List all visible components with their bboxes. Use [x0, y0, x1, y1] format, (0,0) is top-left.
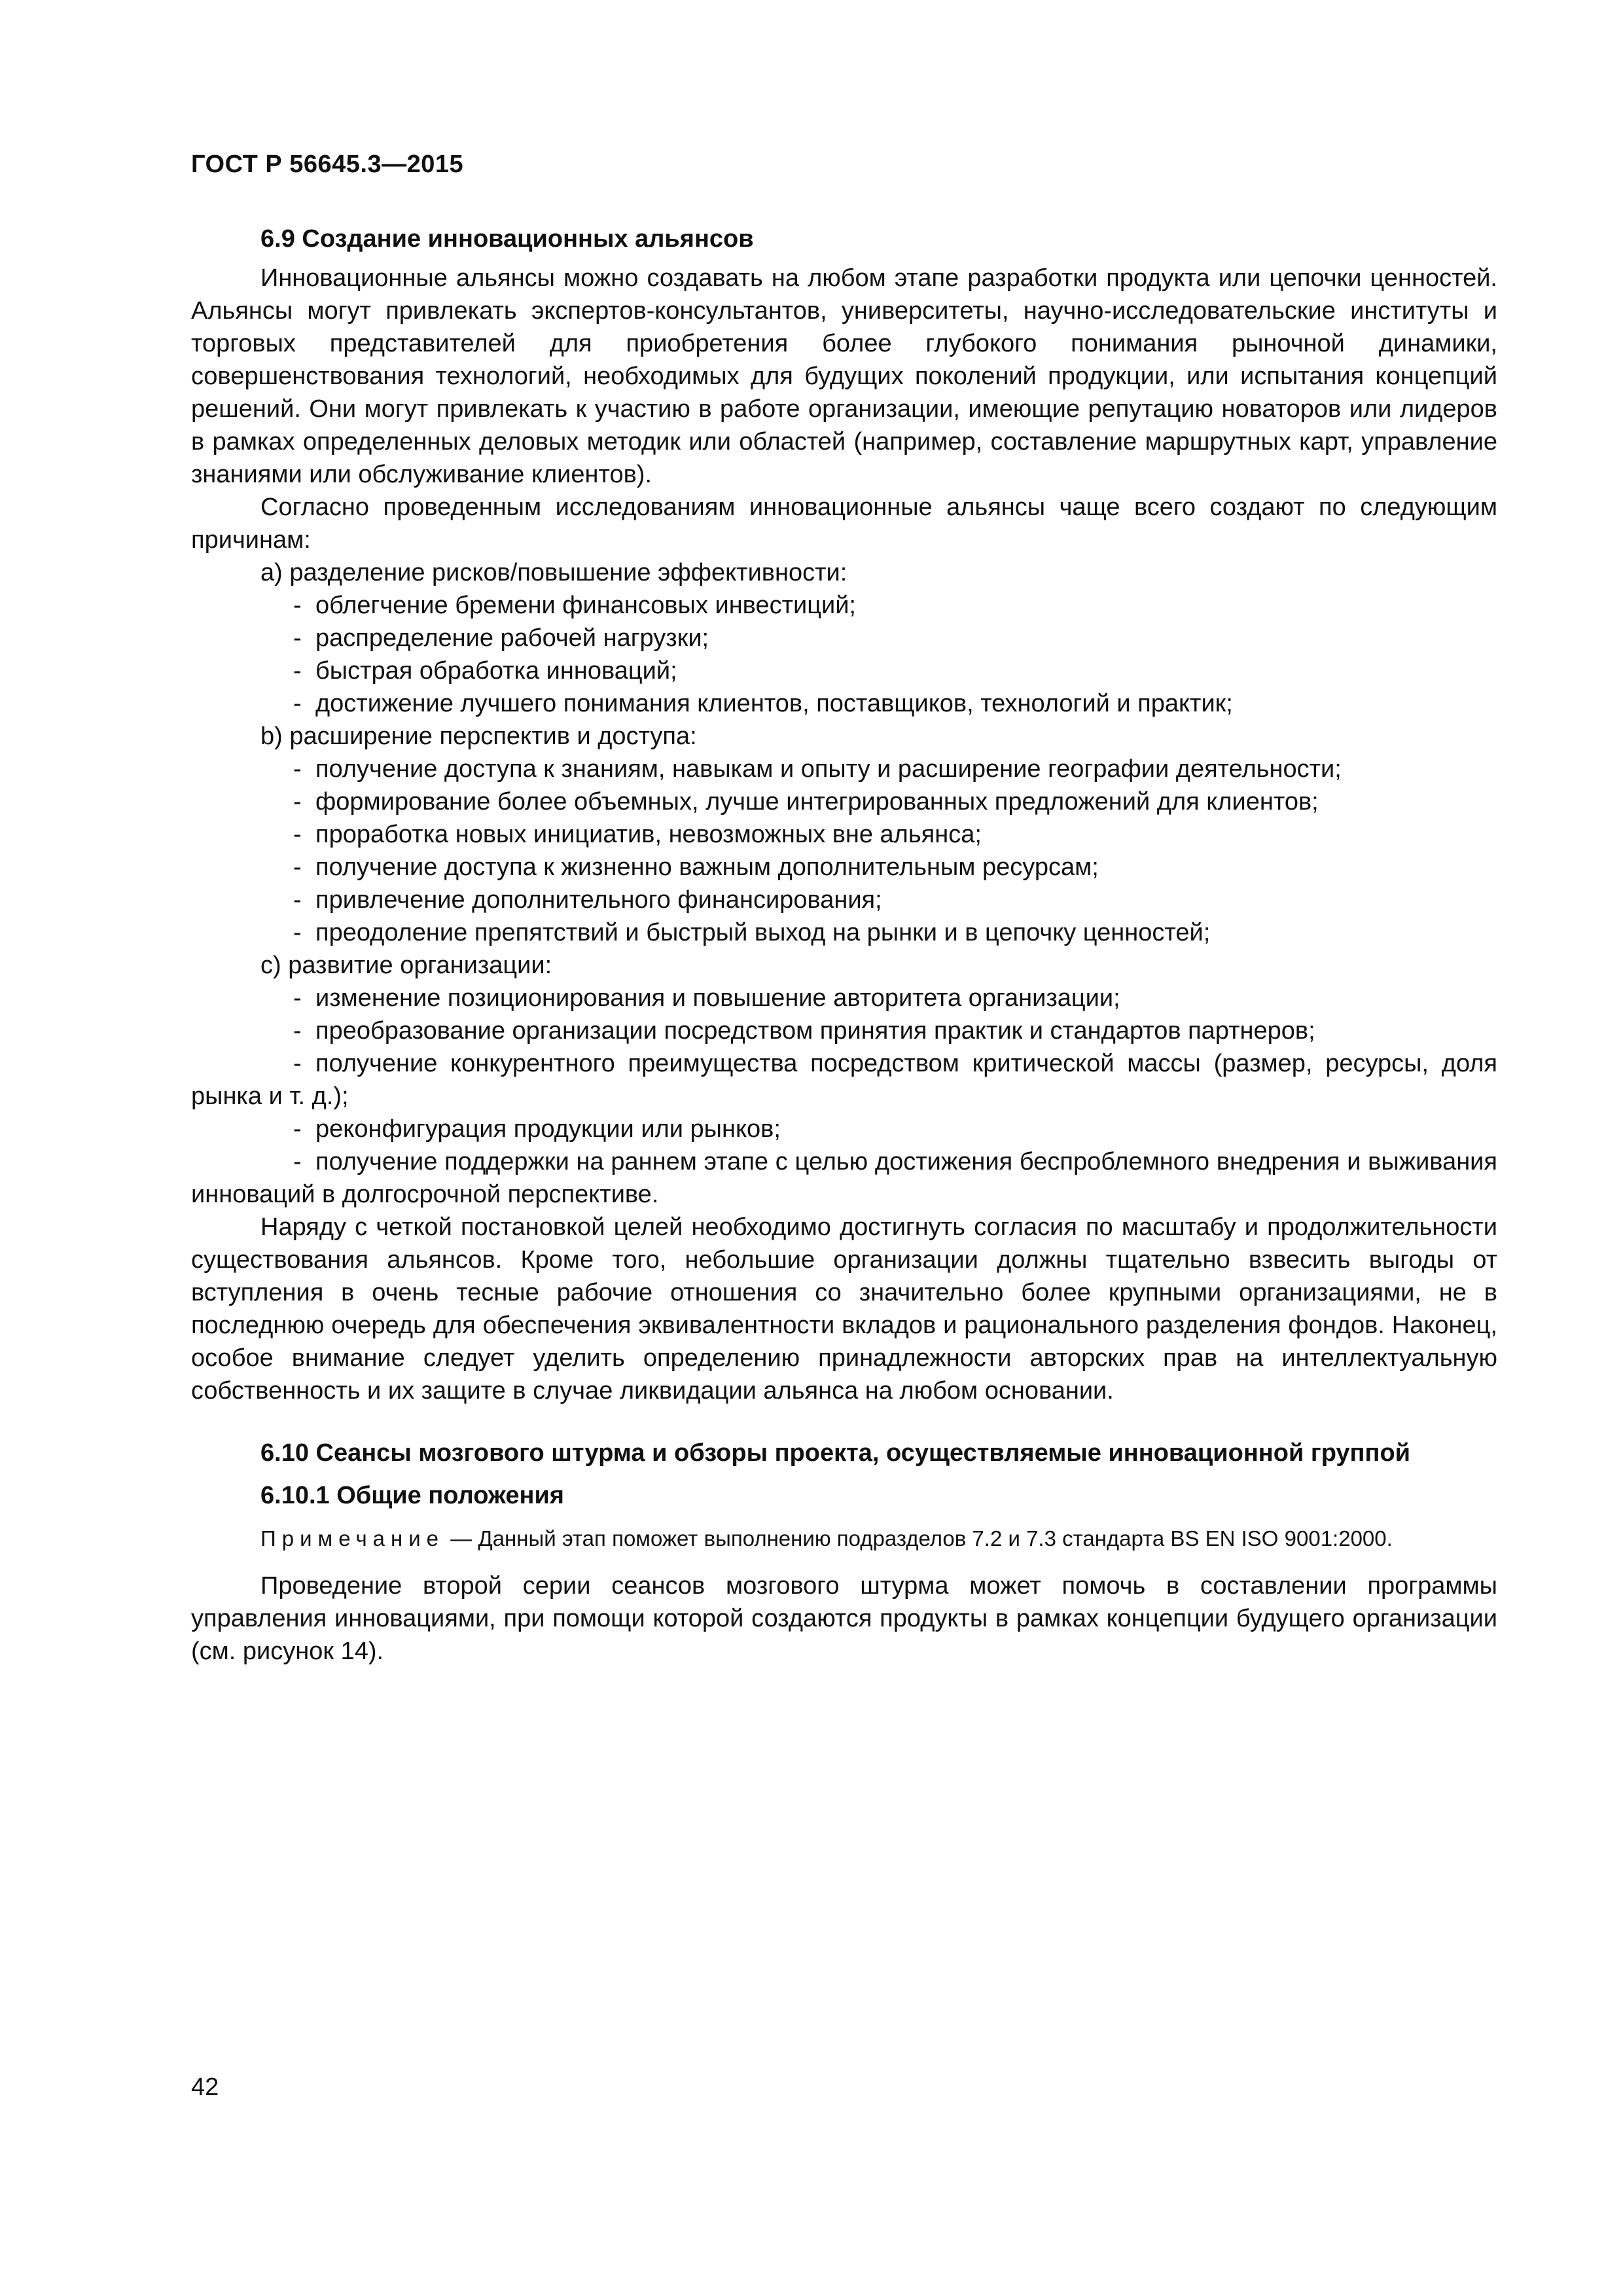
- dash-bullet: -: [293, 1050, 302, 1077]
- list-item: [191, 1014, 1497, 1047]
- note-text: — Данный этап поможет выполнению подразделов 7.2 и 7.3 стандарта BS EN ISO 9001:2000.: [444, 1526, 1393, 1551]
- subsection-heading-6-10-1: 6.10.1 Общие положения: [260, 1482, 564, 1509]
- paragraph: Инновационные альянсы можно создавать на любом этапе разработки продукта или цепочки ценностей. Альянсы могут привлекать экспертов-консультантов, университеты, научно-исследовательские институты и торговых представителей для приобретения более глубокого понимания рыночной динамики, совершенствования технологий, необходимых для будущих поколений продукции, или испытания концепций решений. Они могут привлекать к участию в работе организации, имеющие репутацию новаторов или лидеров в рамках определенных деловых методик или областей (например, составление маршрутных карт, управление знаниями или обслуживание клиентов).: [191, 264, 1497, 488]
- list-c-label: c) развитие организации:: [260, 952, 552, 979]
- dash-bullet: -: [293, 657, 302, 685]
- list-item-text: достижение лучшего понимания клиентов, поставщиков, технологий и практик;: [315, 690, 1233, 717]
- list-item-text: изменение позиционирования и повышение авторитета организации;: [315, 984, 1120, 1012]
- paragraph: Проведение второй серии сеансов мозгового штурма может помочь в составлении программы управления инновациями, при помощи которой создаются продукты в рамках концепции будущего организации (см. рисунок 14).: [191, 1572, 1497, 1665]
- section-heading-6-10: 6.10 Сеансы мозгового штурма и обзоры проекта, осуществляемые инновационной группой: [260, 1439, 1411, 1467]
- paragraph: Наряду с четкой постановкой целей необходимо достигнуть согласия по масштабу и продолжительности существования альянсов. Кроме того, небольшие организации должны тщательно взвесить выгоды от вступления в очень тесные рабочие отношения со значительно более крупными организациями, не в последнюю очередь для обеспечения эквивалентности вкладов и рационального разделения фондов. Наконец, особое внимание следует уделить определению принадлежности авторских прав на интеллектуальную собственность и их защите в случае ликвидации альянса на любом основании.: [191, 1213, 1497, 1405]
- dash-bullet: -: [293, 984, 302, 1012]
- list-item-text: облегчение бремени финансовых инвестиций;: [315, 592, 856, 619]
- document-code-header: ГОСТ Р 56645.3—2015: [191, 151, 464, 178]
- list-item: [191, 884, 1497, 916]
- paragraph: Согласно проведенным исследованиям инновационные альянсы чаще всего создают по следующим причинам:: [191, 493, 1497, 554]
- list-item-text: преодоление препятствий и быстрый выход на рынки и в цепочку ценностей;: [315, 919, 1211, 946]
- list-item: [191, 753, 1497, 785]
- list-item: [191, 655, 1497, 687]
- list-item: [191, 982, 1497, 1014]
- list-item-text: получение поддержки на раннем этапе с целью достижения беспроблемного внедрения и выживания инноваций в долгосрочной перспективе.: [191, 1148, 1497, 1208]
- dash-bullet: -: [293, 886, 302, 914]
- list-item: [191, 916, 1497, 949]
- list-item: [191, 622, 1497, 655]
- list-item: [191, 785, 1497, 818]
- dash-bullet: -: [293, 1017, 302, 1045]
- list-item: [191, 851, 1497, 884]
- dash-bullet: -: [293, 1148, 302, 1175]
- list-item-text: получение конкурентного преимущества посредством критической массы (размер, ресурсы, доля рынка и т. д.);: [191, 1050, 1497, 1110]
- list-item-text: реконфигурация продукции или рынков;: [315, 1115, 781, 1143]
- dash-bullet: -: [293, 1115, 302, 1143]
- dash-bullet: -: [293, 821, 302, 848]
- list-item: [191, 1113, 1497, 1145]
- dash-bullet: -: [293, 919, 302, 946]
- dash-bullet: -: [293, 755, 302, 783]
- list-b-label: b) расширение перспектив и доступа:: [260, 723, 697, 750]
- list-a-label: a) разделение рисков/повышение эффективности:: [260, 559, 847, 586]
- section-heading-6-9: 6.9 Создание инновационных альянсов: [260, 225, 754, 253]
- dash-bullet: -: [293, 624, 302, 652]
- page-content: [191, 223, 1497, 1668]
- dash-bullet: -: [293, 690, 302, 717]
- dash-bullet: -: [293, 853, 302, 881]
- list-item: [191, 818, 1497, 851]
- note: [191, 1522, 1497, 1555]
- list-item-text: быстрая обработка инноваций;: [315, 657, 677, 685]
- dash-bullet: -: [293, 592, 302, 619]
- list-item-text: получение доступа к знаниям, навыкам и опыту и расширение географии деятельности;: [315, 755, 1342, 783]
- list-item-text: проработка новых инициатив, невозможных вне альянса;: [315, 821, 982, 848]
- list-item: [191, 1145, 1497, 1211]
- list-item-text: преобразование организации посредством принятия практик и стандартов партнеров;: [315, 1017, 1315, 1045]
- list-item: [191, 687, 1497, 720]
- page-number: 42: [191, 2073, 219, 2101]
- dash-bullet: -: [293, 788, 302, 816]
- list-item: [191, 589, 1497, 622]
- list-item: [191, 1047, 1497, 1113]
- list-item-text: получение доступа к жизненно важным дополнительным ресурсам;: [315, 853, 1099, 881]
- list-item-text: распределение рабочей нагрузки;: [315, 624, 709, 652]
- note-label: Примечание: [260, 1526, 445, 1551]
- list-item-text: привлечение дополнительного финансирования;: [315, 886, 882, 914]
- list-item-text: формирование более объемных, лучше интегрированных предложений для клиентов;: [315, 788, 1319, 816]
